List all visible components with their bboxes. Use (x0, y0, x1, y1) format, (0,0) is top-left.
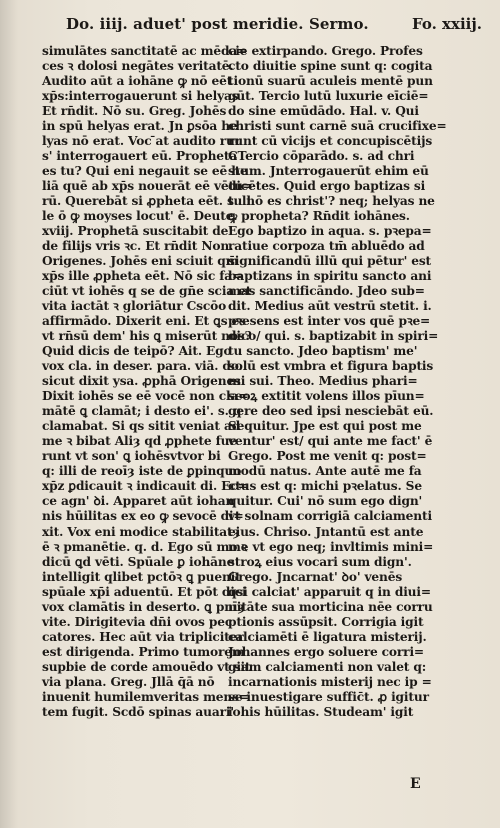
text-line: es tu? Qui eni negauit se eē he (42, 164, 248, 179)
text-line: me vt ego neq; invltimis mini= (228, 539, 434, 554)
text-line: dico/ qui. s. baptizabit in spiri= (228, 329, 439, 344)
text-line: intelligit qlibet pctōꝛ ꝗ puenit (42, 569, 241, 584)
text-line: seoꝝ extitit volens illos pīun= (228, 389, 425, 404)
text-line: runt vt son' ꝗ iohēsvtvor bi (42, 449, 221, 464)
text-line: Audito aūt a iohāne ꝙ nō eēt (42, 74, 233, 89)
text-line: xp̄s ille ꝓpheta eēt. Nō sic fa= (42, 269, 243, 284)
left-text-column (42, 44, 253, 720)
text-line: Dixit iohēs se eē vocē non cla= (42, 389, 249, 404)
text-line: giam calciamenti non valet q: (228, 659, 427, 674)
text-line: mātē ꝗ clamāt; i desto ei'. s. q (42, 404, 242, 419)
text-line: q: illi de reoīȝ iste de ꝑpinquo (42, 464, 242, 479)
text-line: tem fugit. Scdō spinas auari' (42, 704, 234, 719)
text-line: affirmādo. Dixerit eni. Et ꝗs es (42, 314, 246, 329)
text-line: catores. Hec aūt via tripliciter (42, 629, 244, 644)
text-line: cto diuitie spine sunt q: cogita (228, 59, 433, 74)
text-line: sicut dixit ysa. ꝓphā Origenes (42, 374, 241, 389)
text-line: ces ꝛ dolosi negātes veritatē. (42, 59, 234, 74)
text-line: mas sanctificāndo. Jdeo sub= (228, 284, 425, 299)
running-title: Do. iiij. aduet' post meridie. Sermo. (66, 15, 369, 33)
text-line: xviij. Prophetā suscitabit de' (42, 224, 232, 239)
text-line: Origenes. Johēs eni sciuit qm̄ (42, 254, 239, 269)
text-line: iohis hūilitas. Studeam' igit (228, 704, 414, 719)
text-line: Grego. Jncarnat' ꝺo' venēs (228, 569, 403, 584)
text-line: xit. Vox eni modice stabilitatȝ (42, 524, 240, 539)
text-line: ratiue corpoza tm̄ abluēdo ad (228, 239, 425, 254)
text-line: calciamēti ē ligatura misterij. (228, 629, 427, 644)
text-line: Et rn̄dit. Nō su. Greg. Johēs (42, 104, 227, 119)
text-line: incarnationis misterij nec ip = (228, 674, 432, 689)
text-line: me ꝛ bibat Aliȝ qd ꝓphete fue (42, 434, 237, 449)
text-line: dicū ꝗd vēti. Spūale ꝑ iohāne (42, 554, 235, 569)
text-line: vt solnam corrigiā calciamenti (228, 509, 432, 524)
folio-number: Fo. xxiij. (412, 15, 482, 33)
text-line: solū est vmbra et figura baptis (228, 359, 434, 374)
text-line: Quid dicis de teipō? Ait. Ego (42, 344, 232, 359)
text-line: vox clamātis in deserto. ꝗ pnīȝ (42, 599, 245, 614)
right-text-column (228, 44, 447, 720)
text-line: mi sui. Theo. Medius phari= (228, 374, 418, 389)
text-line: qsi calciat' apparuit q in diui= (228, 584, 431, 599)
text-line: nis hūilitas ex eo ꝙ sevocē di= (42, 509, 244, 524)
text-line: Ego baptizo in aqua. s. pꝛepa= (228, 224, 432, 239)
text-line: xp̄s:interrogauerunt si helyas (42, 89, 239, 104)
text-line: Sequitur. Jpe est qui post me (228, 419, 422, 434)
text-line: de filijs vris ꝛc. Et rn̄dit Non. (42, 239, 234, 254)
text-line: ventur' est/ qui ante me fact' ē (228, 434, 433, 449)
text-line: via plana. Greg. Jllā q̄ā nō (42, 674, 215, 689)
text-line: quitur. Cui' nō sum ego dign' (228, 494, 423, 509)
text-line: gere deo sed ipsi nesciebāt eū. (228, 404, 434, 419)
text-line: tionū suarū aculeis mentē pun (228, 74, 433, 89)
text-line: tu sancto. Jdeo baptism' me' (228, 344, 418, 359)
text-line: christi sunt carnē suā crucifixe= (228, 119, 447, 134)
text-line: vox cla. in deser. para. viā. do. (42, 359, 243, 374)
text-line: Grego. Post me venit q: post= (228, 449, 427, 464)
text-line: ptionis assūpsit. Corrigia igit (228, 614, 424, 629)
text-line: ꝙ propheta? Rn̄dit iohānes. (228, 209, 410, 224)
text-line: in spū helyas erat. Jn ꝑsōa he (42, 119, 238, 134)
text-line: nitāte sua morticina nēe corru (228, 599, 433, 614)
text-line: clamabat. Si qs sitit veniat ad (42, 419, 241, 434)
text-line: stum. Jnterrogauerūt ehim eū (228, 164, 429, 179)
text-line: cie extirpando. Grego. Profes (228, 44, 423, 58)
text-line: spūale xp̄i aduentū. Et pōt dici (42, 584, 247, 599)
text-line: se inuestigare suffic̄t. ꝓ igitur (228, 689, 429, 704)
text-line: est dirigenda. Primo tumorem (42, 644, 245, 659)
text-line: vt rn̄sū dem' his ꝗ miserūt nos? (42, 329, 252, 344)
text-line: Johannes ergo soluere corri= (228, 644, 424, 659)
text-line: le ō ꝙ moyses locut' ē. Deute. (42, 209, 238, 224)
text-line: xp̄z ꝑdicauit ꝛ indicauit di. Ec= (42, 479, 248, 494)
text-line: significandū illū qui pētur' est (228, 254, 432, 269)
text-line: ciūt vt iohēs q se de gn̄e scia et (42, 284, 252, 299)
text-line: inuenit humilemveritas mens= (42, 689, 249, 704)
text-line: rū. Querebāt si ꝓpheta eēt. s. ll (42, 194, 251, 209)
text-line: s' interrogauert eū. Propheta (42, 149, 238, 164)
text-line: CTercio cōparādo. s. ad chri (228, 149, 415, 164)
catchword: E (410, 776, 421, 792)
text-line: pꝛesens est inter vos quē pꝛe= (228, 314, 431, 329)
text-line: stroꝝ eius vocari sum dign'. (228, 554, 412, 569)
text-line: tu nō es christ'? neq; helyas ne (228, 194, 435, 209)
text-line: supbie de corde amouēdo vt sit (42, 659, 251, 674)
running-header (66, 15, 482, 39)
text-line: vite. Dirigitevia dn̄i ovos pec (42, 614, 233, 629)
text-line: vita iactāt ꝛ gloriātur Cscōo (42, 299, 227, 314)
text-line: ē ꝛ pmanētie. q. d. Ego sū mo ꝛ (42, 539, 248, 554)
text-line: lyas nō erat. Voc ̄at audito rur (42, 134, 241, 149)
text-line: ctus est q: michi pꝛelatus. Se (228, 479, 422, 494)
text-line: modū natus. Ante autē me fa (228, 464, 422, 479)
text-line: do sine emūdādo. Hal. v. Qui (228, 104, 419, 119)
text-line: baptizans in spiritu sancto ani (228, 269, 432, 284)
text-line: liā quē ab xp̄s nouerāt eē vētu= (42, 179, 253, 194)
text-line: ce agn' ꝺi. Apparet aūt iohan (42, 494, 235, 509)
text-line: runt cū vicijs et concupiscētijs (228, 134, 433, 149)
text-line: dit. Medius aūt vestrū stetit. i. (228, 299, 432, 314)
text-line: gūt. Tercio lutū luxurie eīciē= (228, 89, 429, 104)
text-line: simulātes sanctitatē ac mēda= (42, 44, 248, 58)
text-line: eius. Chriso. Jntantū est ante (228, 524, 424, 539)
text-line: dicētes. Quid ergo baptizas si (228, 179, 426, 194)
